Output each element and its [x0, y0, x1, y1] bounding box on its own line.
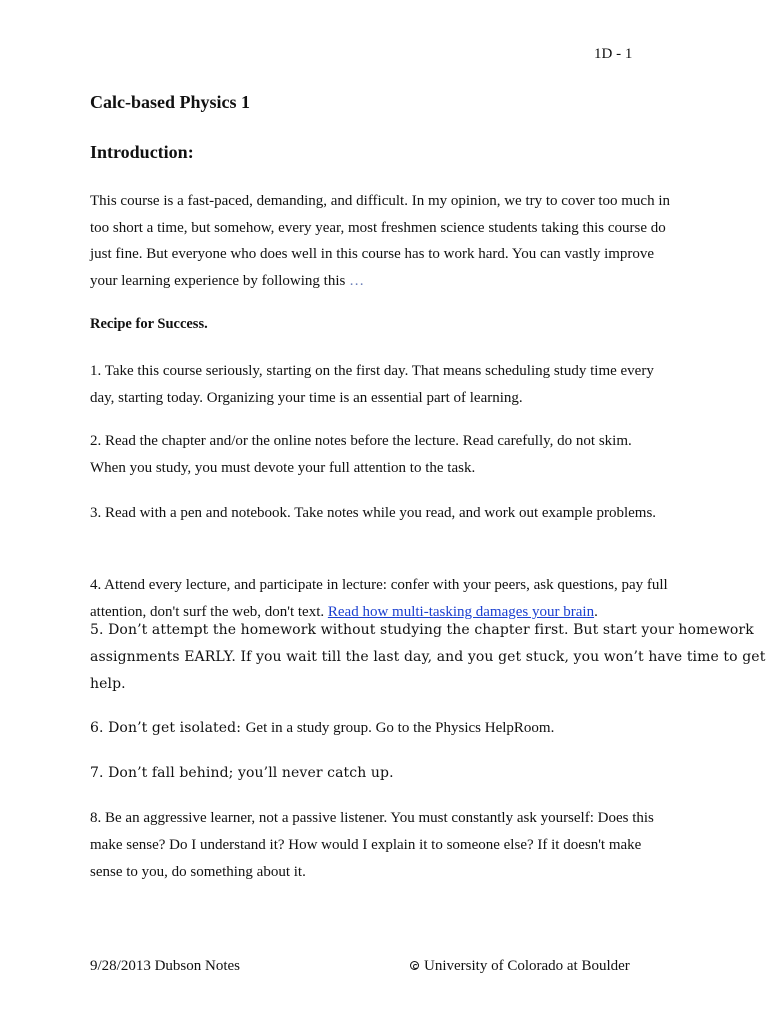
section-heading: Introduction:	[90, 142, 194, 162]
list-item-line: make sense? Do I understand it? How would I explain it to someone else? If it doesn't make	[90, 837, 642, 853]
list-item-line: 8. Be an aggressive learner, not a passive listener. You must constantly ask yourself: Does this	[90, 810, 654, 826]
list-item-1	[90, 358, 690, 412]
list-item-7	[90, 760, 690, 787]
list-item-text: attention, don't surf the web, don't text.	[90, 604, 328, 620]
list-item-text: 6. Don’t get isolated:	[90, 720, 246, 736]
list-item-line: 5. Don’t attempt the homework without studying the chapter first. But start your homework	[90, 622, 754, 638]
list-item-line	[90, 715, 690, 742]
page-number: 1D - 1	[594, 46, 633, 62]
list-item-line: 7. Don’t fall behind; you’ll never catch up.	[90, 765, 394, 781]
list-item-8	[90, 805, 690, 886]
list-item-2	[90, 428, 690, 482]
list-item-6	[90, 715, 690, 742]
recipe-heading: Recipe for Success.	[90, 316, 208, 332]
list-item-text: Get in a study group. Go to the Physics HelpRoom.	[245, 720, 555, 736]
copyright-icon	[410, 961, 419, 970]
list-item-5	[90, 617, 766, 698]
list-item-text: .	[594, 604, 598, 620]
intro-paragraph	[90, 188, 690, 295]
list-item-line: assignments EARLY. If you wait till the last day, and you get stuck, you won’t have time to get	[90, 649, 766, 665]
intro-ellipsis: …	[349, 273, 365, 290]
list-item-3	[90, 500, 690, 527]
list-item-line: 4. Attend every lecture, and participate in lecture: confer with your peers, ask questions, pay full	[90, 577, 668, 593]
list-item-line: When you study, you must devote your full attention to the task.	[90, 460, 476, 476]
intro-line	[90, 268, 690, 295]
list-item-line: 1. Take this course seriously, starting on the first day. That means scheduling study time every	[90, 363, 654, 379]
list-item-line: 3. Read with a pen and notebook. Take notes while you read, and work out example problems.	[90, 505, 657, 521]
footer-date-author: 9/28/2013 Dubson Notes	[90, 958, 240, 974]
footer-copyright	[410, 958, 630, 975]
list-item-line: day, starting today. Organizing your time is an essential part of learning.	[90, 390, 523, 406]
footer-institution: University of Colorado at Boulder	[424, 958, 630, 974]
intro-line: just fine. But everyone who does well in this course has to work hard. You can vastly improve	[90, 246, 655, 263]
course-title: Calc-based Physics 1	[90, 92, 251, 112]
intro-line: too short a time, but somehow, every year, most freshmen science students taking this course do	[90, 219, 666, 236]
list-item-line: 2. Read the chapter and/or the online notes before the lecture. Read carefully, do not skim.	[90, 433, 632, 449]
multitasking-article-link[interactable]: Read how multi-tasking damages your brain	[327, 604, 595, 620]
intro-line: This course is a fast-paced, demanding, and difficult. In my opinion, we try to cover too much in	[90, 193, 670, 209]
list-item-line: sense to you, do something about it.	[90, 864, 306, 880]
list-item-line: help.	[90, 676, 126, 692]
intro-line-text: your learning experience by following this	[90, 273, 350, 290]
